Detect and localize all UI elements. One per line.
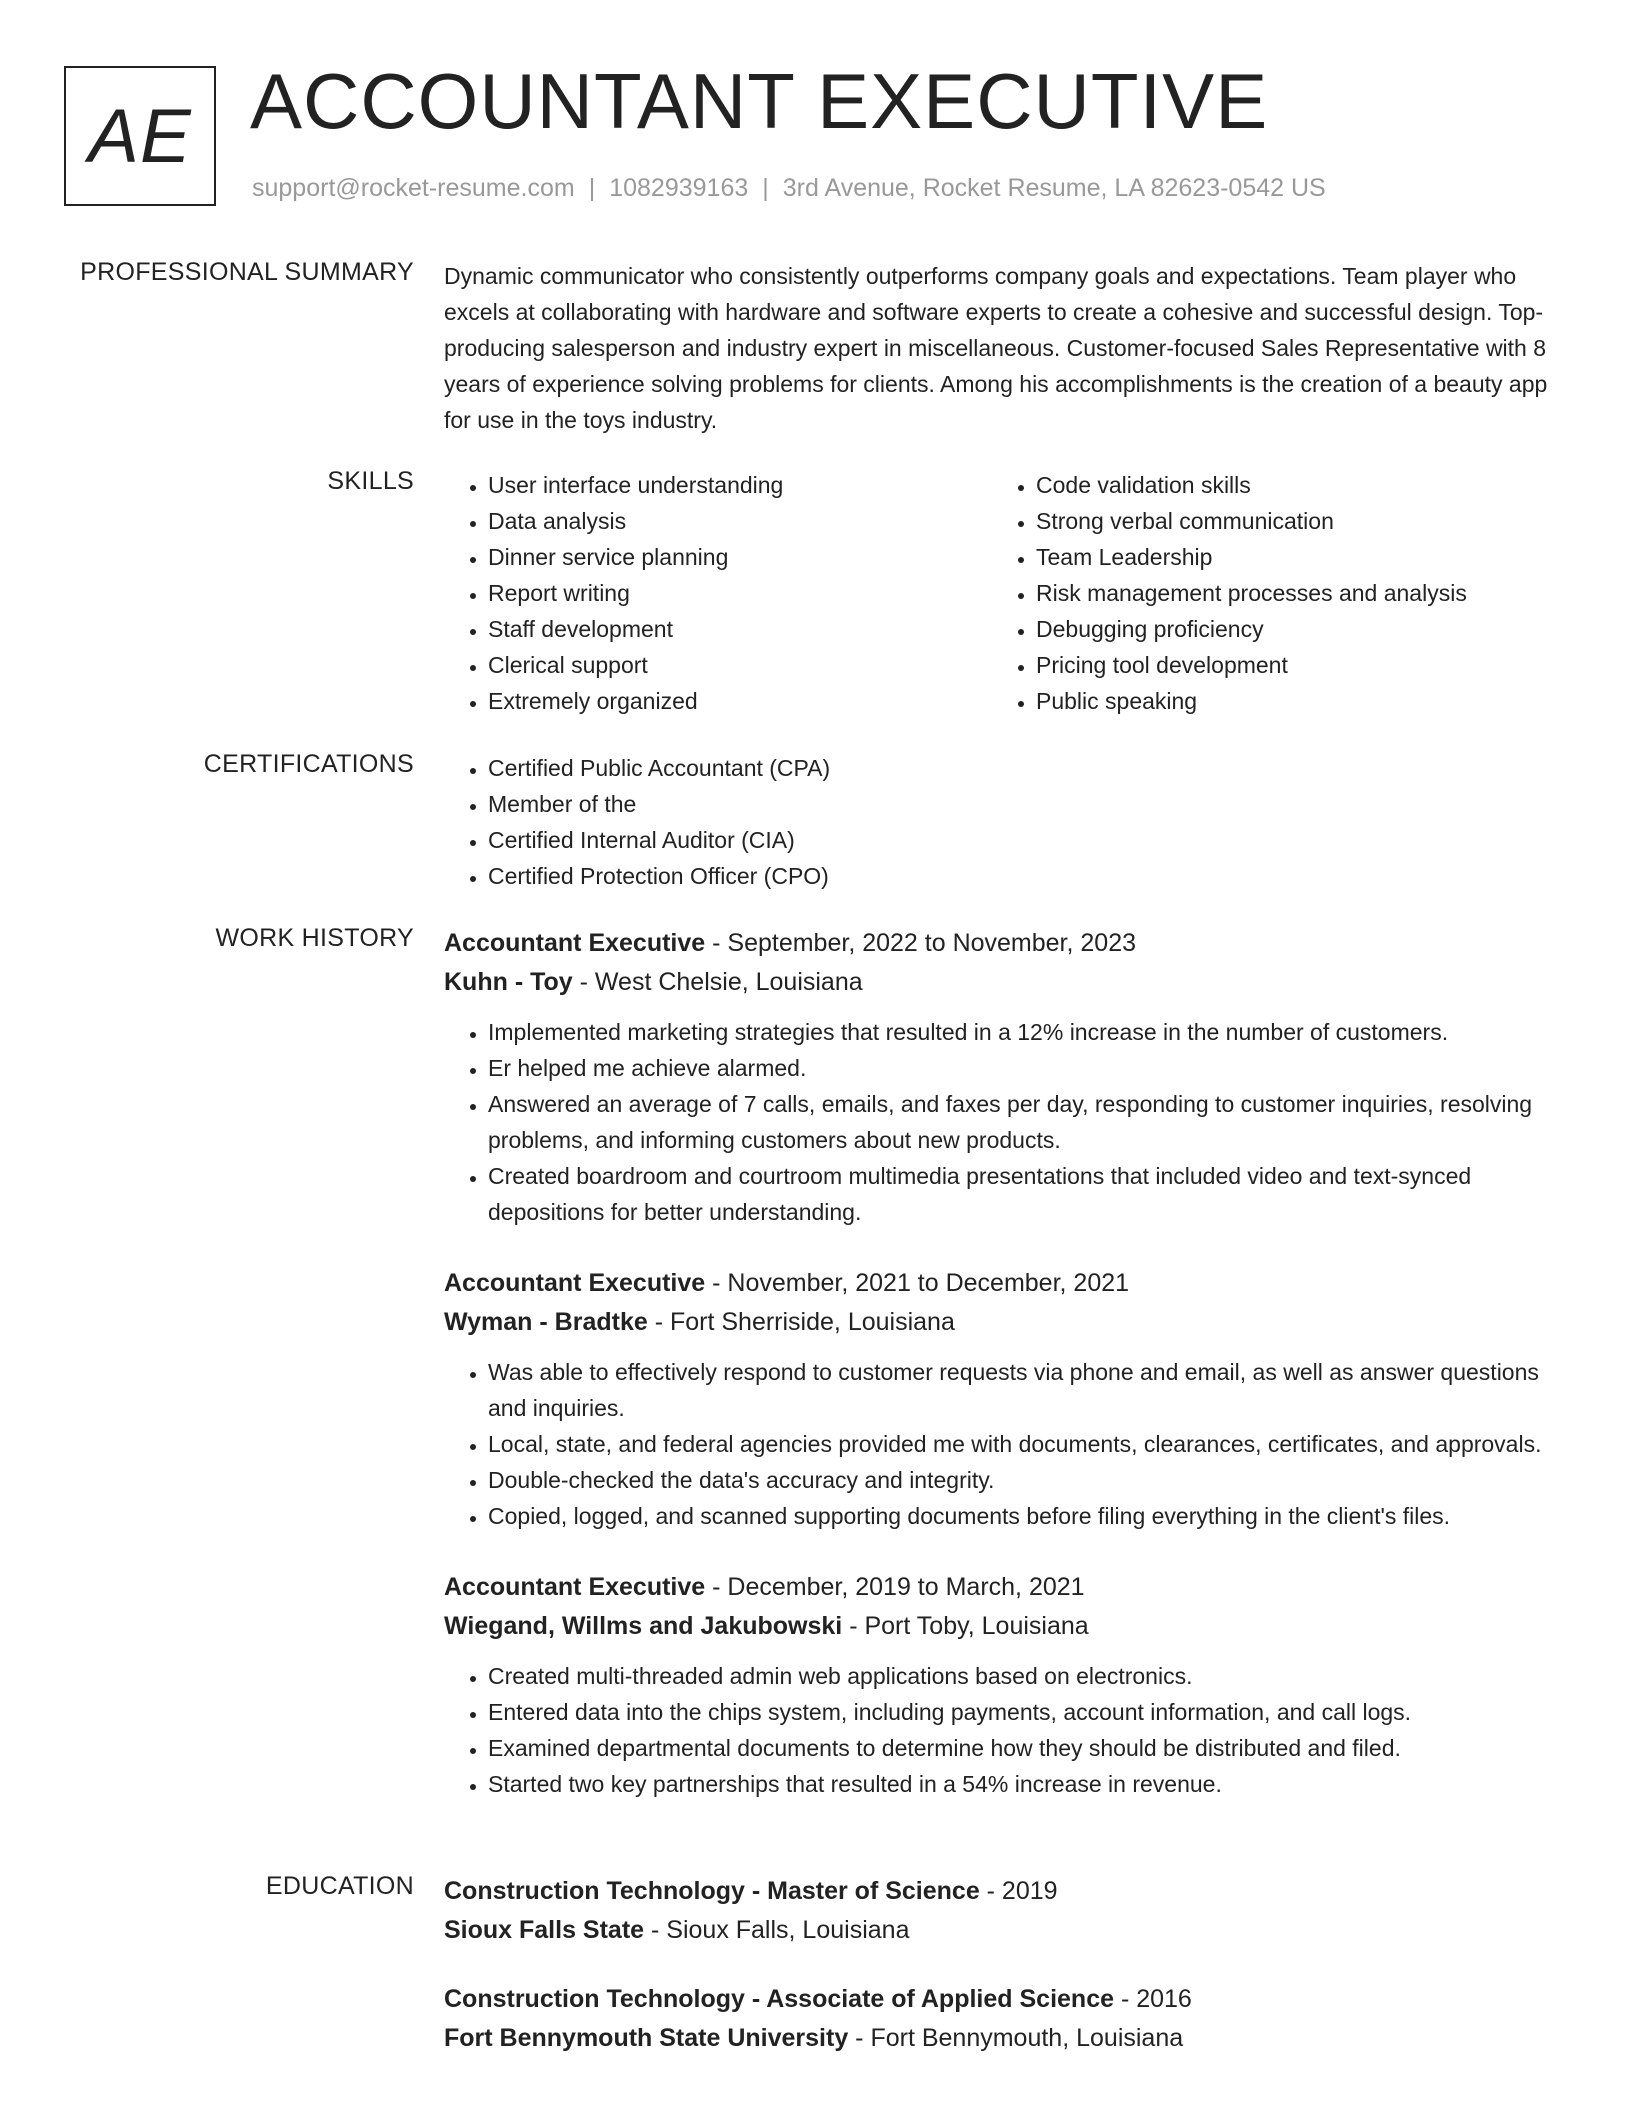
certification-item: • Certified Protection Officer (CPO) xyxy=(488,858,1556,894)
job-bullet: • Er helped me achieve alarmed. xyxy=(488,1050,1556,1086)
job-title-line xyxy=(444,1568,1556,1607)
certification-item: • Member of the xyxy=(488,786,1556,822)
certifications-list xyxy=(444,750,1556,894)
job-title-line xyxy=(444,1264,1556,1303)
section-label: WORK HISTORY xyxy=(215,924,414,952)
job-company: Wyman - Bradtke xyxy=(444,1308,648,1336)
skill-item: • Extremely organized xyxy=(488,683,992,719)
section-label: EDUCATION xyxy=(265,1872,414,1900)
separator: | xyxy=(762,174,769,202)
address-text: 3rd Avenue, Rocket Resume, LA 82623-0542 US xyxy=(782,174,1326,202)
skill-item: • Data analysis xyxy=(488,503,992,539)
contact-line xyxy=(252,174,1326,203)
job-bullets xyxy=(444,1014,1556,1230)
monogram-logo: AE xyxy=(64,66,216,206)
job-bullet: • Examined departmental documents to determine how they should be distributed and filed. xyxy=(488,1730,1556,1766)
job-bullet: • Created multi-threaded admin web applications based on electronics. xyxy=(488,1658,1556,1694)
skill-item: • Clerical support xyxy=(488,647,992,683)
job-bullet: • Double-checked the data's accuracy and integrity. xyxy=(488,1462,1556,1498)
skill-item: • Code validation skills xyxy=(1036,467,1540,503)
job-bullet: • Was able to effectively respond to customer requests via phone and email, as well as answer questions and inquiries. xyxy=(488,1354,1556,1426)
job-entry xyxy=(444,1264,1556,1534)
job-company-line xyxy=(444,963,1556,1002)
skills-list-left xyxy=(444,467,992,719)
degree: Construction Technology - Associate of Applied Science xyxy=(444,1985,1114,2013)
job-bullet: • Started two key partnerships that resulted in a 54% increase in revenue. xyxy=(488,1766,1556,1802)
school: Fort Bennymouth State University xyxy=(444,2024,849,2052)
degree-year: - 2016 xyxy=(1114,1985,1192,2013)
certification-item: • Certified Public Accountant (CPA) xyxy=(488,750,1556,786)
job-bullet: • Entered data into the chips system, including payments, account information, and call logs. xyxy=(488,1694,1556,1730)
email-text: support@rocket-resume.com xyxy=(252,174,575,202)
job-bullet: • Answered an average of 7 calls, emails, and faxes per day, responding to customer inquiries, resolving problems, and informing customers about new products. xyxy=(488,1086,1556,1158)
separator: | xyxy=(588,174,596,202)
skill-item: • Public speaking xyxy=(1036,683,1540,719)
job-company: Wiegand, Willms and Jakubowski xyxy=(444,1612,843,1640)
job-title: Accountant Executive xyxy=(444,1573,706,1601)
skill-item: • Report writing xyxy=(488,575,992,611)
job-bullet: • Local, state, and federal agencies provided me with documents, clearances, certificates, and approvals. xyxy=(488,1426,1556,1462)
skill-item: • Dinner service planning xyxy=(488,539,992,575)
job-title-line xyxy=(444,924,1556,963)
job-location: - Fort Sherriside, Louisiana xyxy=(647,1308,955,1336)
job-dates: - September, 2022 to November, 2023 xyxy=(705,929,1137,957)
skill-item: • Pricing tool development xyxy=(1036,647,1540,683)
skill-item: • User interface understanding xyxy=(488,467,992,503)
skill-item: • Team Leadership xyxy=(1036,539,1540,575)
education-entry xyxy=(444,1980,1556,2058)
job-bullets xyxy=(444,1354,1556,1534)
job-bullet: • Copied, logged, and scanned supporting documents before filing everything in the client's files. xyxy=(488,1498,1556,1534)
job-title: Accountant Executive xyxy=(444,929,706,957)
job-location: - Port Toby, Louisiana xyxy=(842,1612,1089,1640)
skill-item: • Debugging proficiency xyxy=(1036,611,1540,647)
school-line xyxy=(444,2019,1556,2058)
page-title: ACCOUNTANT EXECUTIVE xyxy=(250,57,1269,145)
section-label: PROFESSIONAL SUMMARY xyxy=(80,258,414,286)
school-line xyxy=(444,1911,1556,1950)
job-entry xyxy=(444,924,1556,1230)
summary-text: Dynamic communicator who consistently outperforms company goals and expectations. Team player who excels at collaborating with hardware and software experts to create a cohesive and successful design. Top-producing salesperson and industry expert in miscellaneous. Customer-focused Sales Representative with 8 years of experience solving problems for clients. Among his accomplishments is the creation of a beauty app for use in the toys industry. xyxy=(444,263,1548,433)
job-dates: - November, 2021 to December, 2021 xyxy=(705,1269,1130,1297)
school-location: - Sioux Falls, Louisiana xyxy=(644,1916,910,1944)
skills-list-right xyxy=(992,467,1540,719)
school: Sioux Falls State xyxy=(444,1916,645,1944)
degree-line xyxy=(444,1872,1556,1911)
education-entry xyxy=(444,1872,1556,1950)
degree-year: - 2019 xyxy=(979,1877,1058,1905)
skill-item: • Staff development xyxy=(488,611,992,647)
job-company: Kuhn - Toy xyxy=(444,968,573,996)
job-title: Accountant Executive xyxy=(444,1269,706,1297)
degree-line xyxy=(444,1980,1556,2019)
job-bullets xyxy=(444,1658,1556,1802)
certification-item: • Certified Internal Auditor (CIA) xyxy=(488,822,1556,858)
job-company-line xyxy=(444,1607,1556,1646)
section-label: SKILLS xyxy=(327,467,414,495)
job-bullet: • Implemented marketing strategies that resulted in a 12% increase in the number of customers. xyxy=(488,1014,1556,1050)
job-entry xyxy=(444,1568,1556,1802)
school-location: - Fort Bennymouth, Louisiana xyxy=(848,2024,1184,2052)
degree: Construction Technology - Master of Science xyxy=(444,1877,980,1905)
job-location: - West Chelsie, Louisiana xyxy=(572,968,863,996)
section-label: CERTIFICATIONS xyxy=(203,750,414,778)
phone-text: 1082939163 xyxy=(609,174,749,202)
job-bullet: • Created boardroom and courtroom multimedia presentations that included video and text-synced depositions for better understanding. xyxy=(488,1158,1556,1230)
job-dates: - December, 2019 to March, 2021 xyxy=(705,1573,1085,1601)
job-company-line xyxy=(444,1303,1556,1342)
skill-item: • Risk management processes and analysis xyxy=(1036,575,1540,611)
skill-item: • Strong verbal communication xyxy=(1036,503,1540,539)
